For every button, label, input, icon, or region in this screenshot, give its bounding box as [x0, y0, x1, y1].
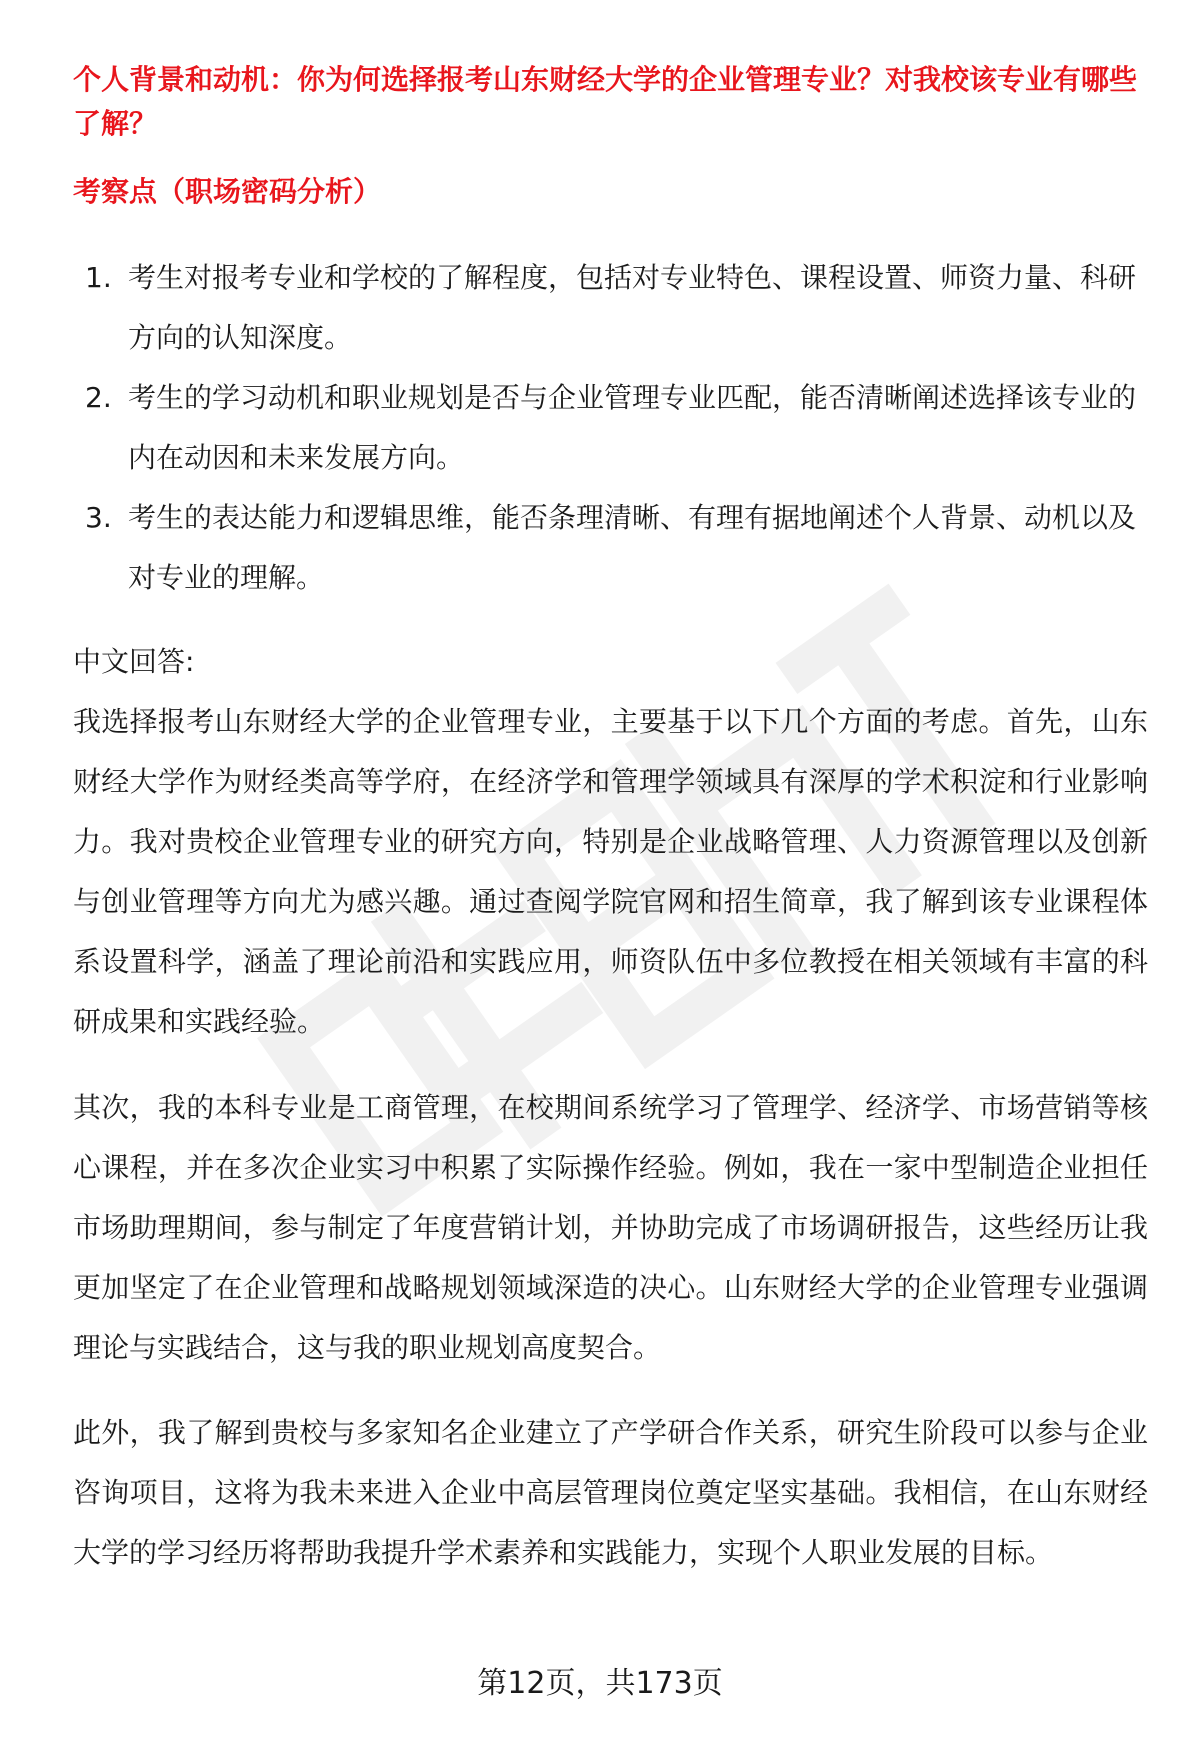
answer-label: 中文回答:	[73, 645, 195, 678]
assessment-item-text: 考生的学习动机和职业规划是否与企业管理专业匹配，能否清晰阐述选择该专业的内在动因和未来发展方向。	[128, 381, 1137, 474]
assessment-item	[73, 248, 1148, 368]
assessment-item-text: 考生对报考专业和学校的了解程度，包括对专业特色、课程设置、师资力量、科研方向的认知深度。	[128, 261, 1137, 354]
assessment-list	[73, 248, 1148, 608]
assessment-item-number: 2.	[85, 381, 112, 414]
assessment-heading: 考察点（职场密码分析）	[73, 175, 382, 208]
assessment-item-number: 3.	[85, 501, 112, 534]
page-number: 第12页，共173页	[477, 1666, 723, 1701]
answer-paragraph: 此外，我了解到贵校与多家知名企业建立了产学研合作关系，研究生阶段可以参与企业咨询项目，这将为我未来进入企业中高层管理岗位奠定坚实基础。我相信，在山东财经大学的学习经历将帮助我提升学术素养和实践能力，实现个人职业发展的目标。	[73, 1416, 1148, 1569]
assessment-item	[73, 488, 1148, 608]
assessment-item-text: 考生的表达能力和逻辑思维，能否条理清晰、有理有据地阐述个人背景、动机以及对专业的理解。	[128, 501, 1137, 594]
assessment-item-number: 1.	[85, 261, 112, 294]
answer-paragraph: 其次，我的本科专业是工商管理，在校期间系统学习了管理学、经济学、市场营销等核心课程，并在多次企业实习中积累了实际操作经验。例如，我在一家中型制造企业担任市场助理期间，参与制定了年度营销计划，并协助完成了市场调研报告，这些经历让我更加坚定了在企业管理和战略规划领域深造的决心。山东财经大学的企业管理专业强调理论与实践结合，这与我的职业规划高度契合。	[73, 1091, 1148, 1364]
question-title: 个人背景和动机：你为何选择报考山东财经大学的企业管理专业？对我校该专业有哪些了解？	[73, 63, 1138, 140]
answer-paragraph: 我选择报考山东财经大学的企业管理专业，主要基于以下几个方面的考虑。首先，山东财经大学作为财经类高等学府，在经济学和管理学领域具有深厚的学术积淀和行业影响力。我对贵校企业管理专业的研究方向，特别是企业战略管理、人力资源管理以及创新与创业管理等方向尤为感兴趣。通过查阅学院官网和招生简章，我了解到该专业课程体系设置科学，涵盖了理论前沿和实践应用，师资队伍中多位教授在相关领域有丰富的科研成果和实践经验。	[73, 705, 1148, 1038]
assessment-item	[73, 368, 1148, 488]
